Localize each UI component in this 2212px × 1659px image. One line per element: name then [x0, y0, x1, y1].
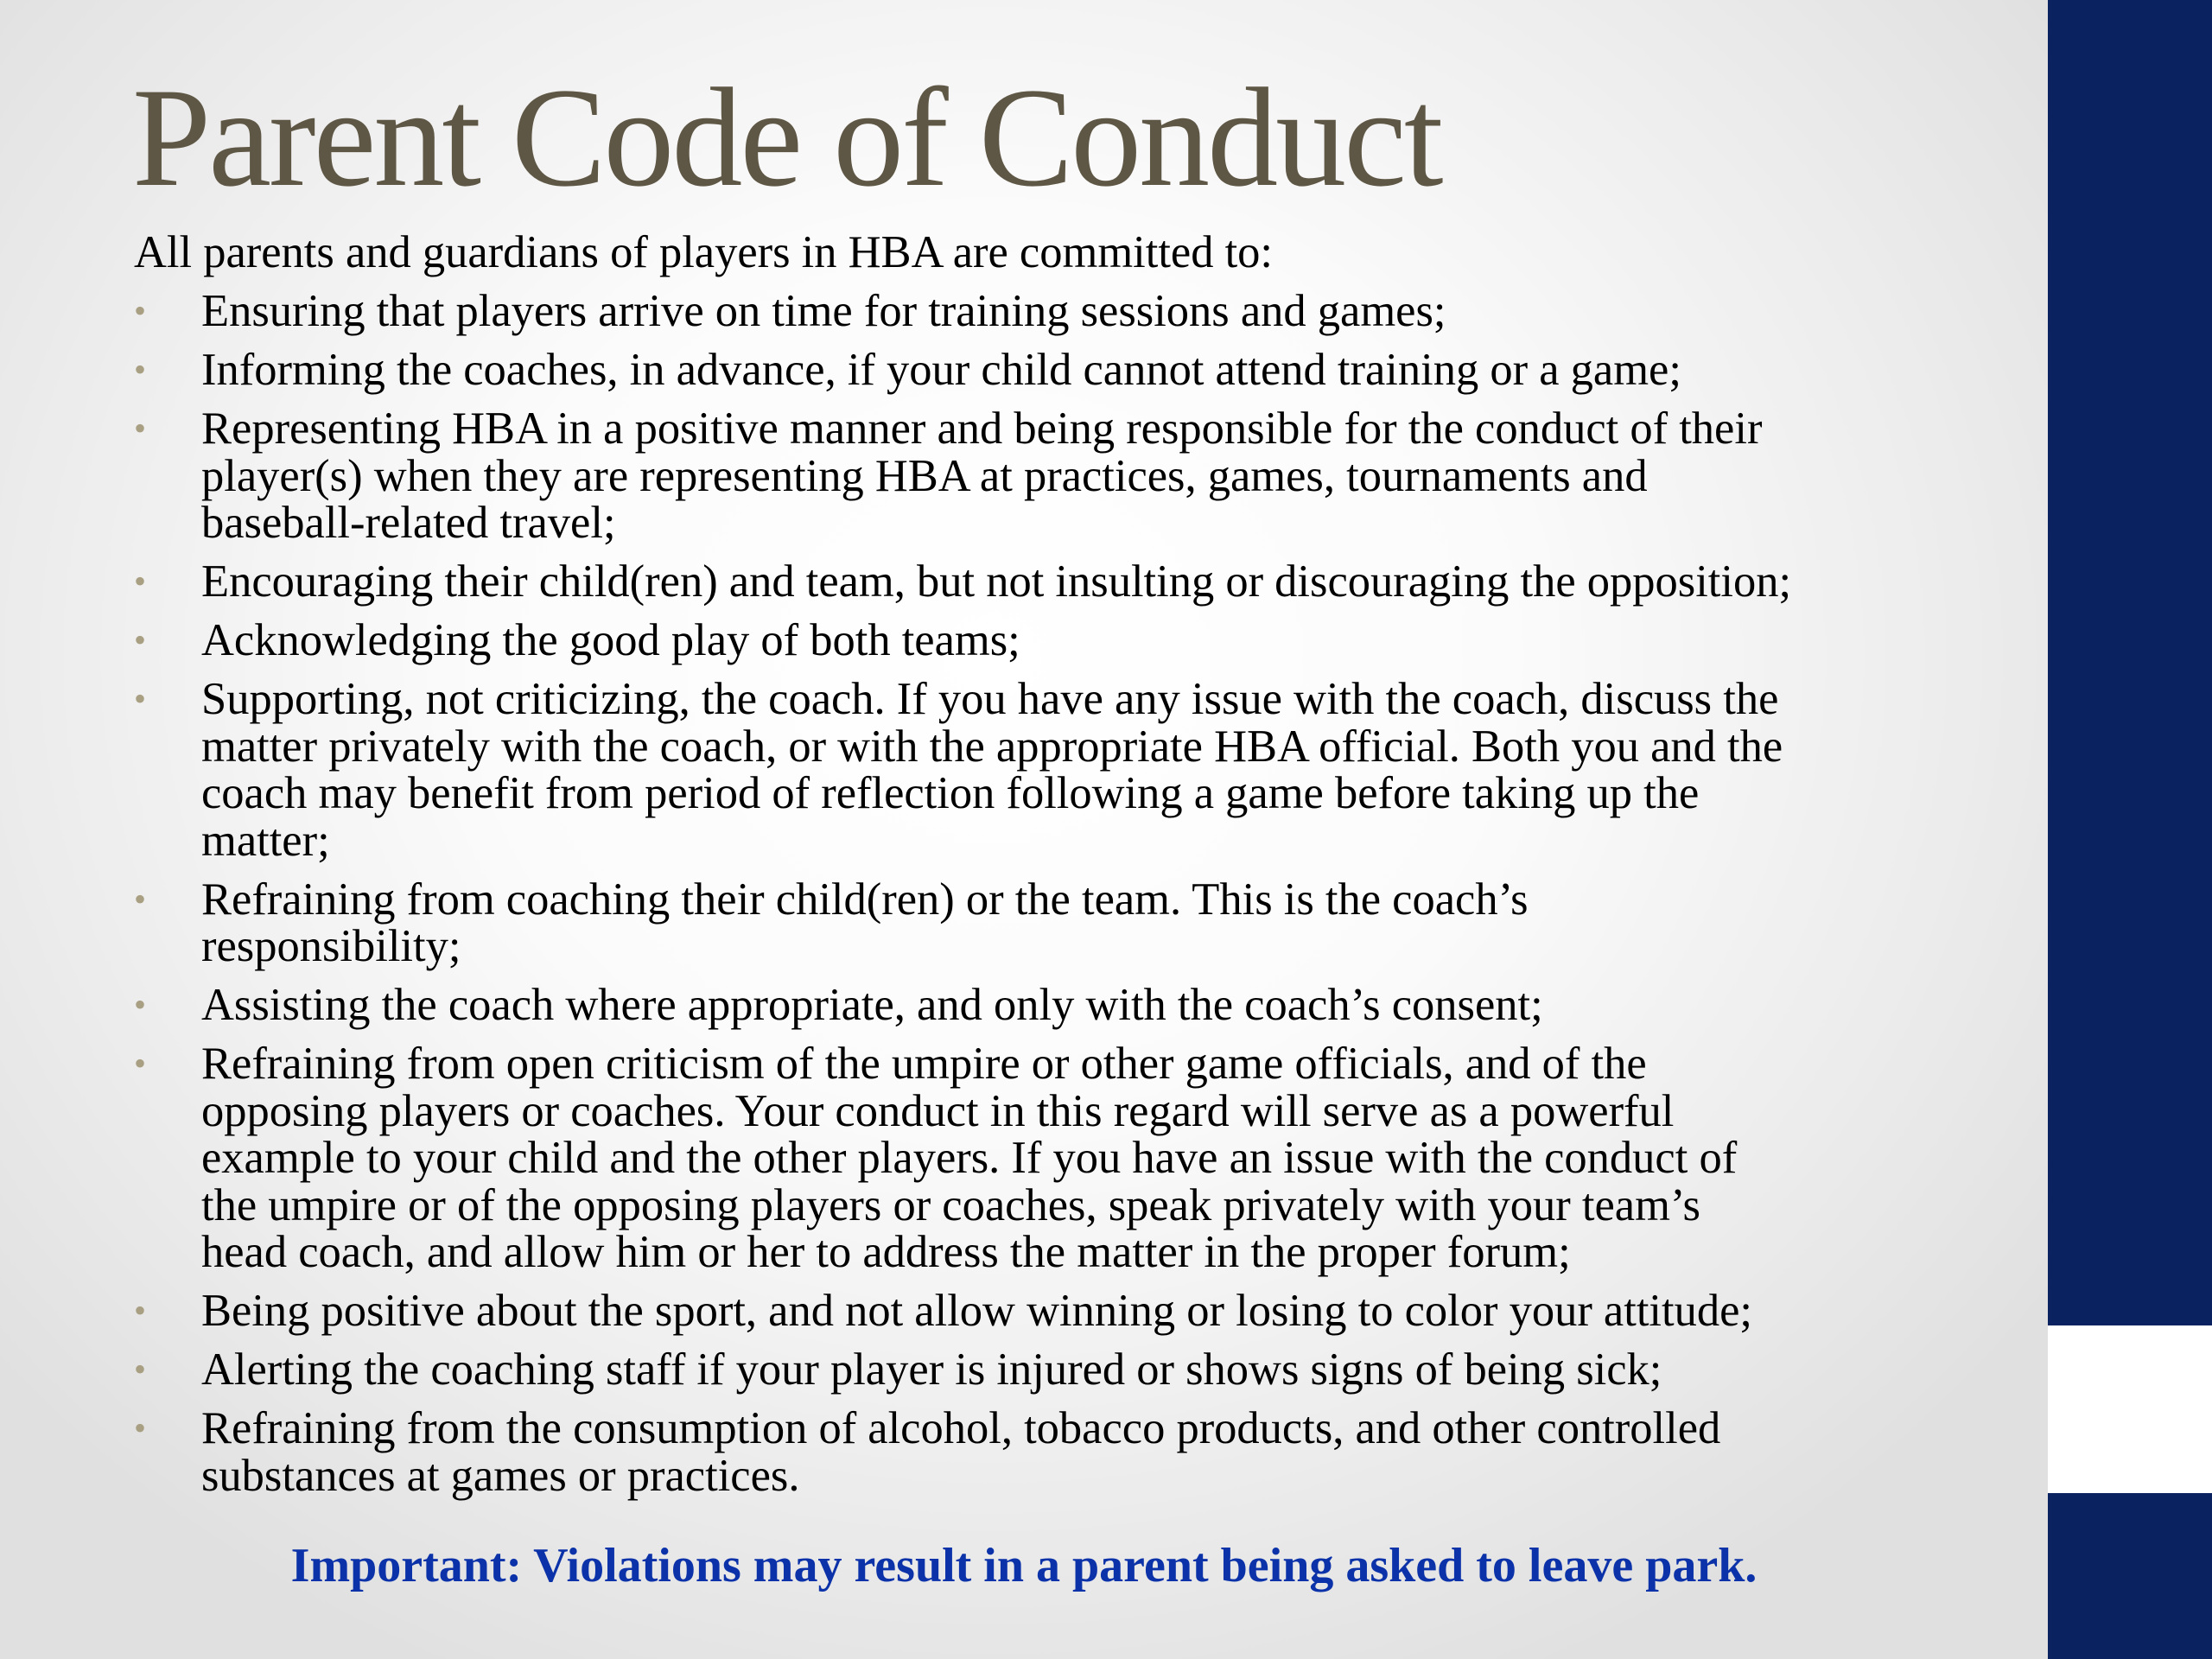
list-item — [134, 1346, 2044, 1394]
bullet-dot-icon: • — [134, 1350, 147, 1389]
bullet-dot-icon: • — [134, 1044, 147, 1083]
bullet-dot-icon: • — [134, 350, 147, 389]
list-item-line: Ensuring that players arrive on time for training sessions and games; — [201, 286, 1446, 336]
bullet-dot-icon: • — [134, 409, 147, 448]
list-item — [134, 405, 2044, 547]
conduct-list — [134, 288, 2044, 1499]
list-item-line: substances at games or practices. — [201, 1450, 800, 1501]
side-band-bottom — [2048, 1493, 2212, 1659]
list-item — [134, 288, 2044, 335]
list-item — [134, 982, 2044, 1029]
list-item-line: Refraining from coaching their child(ren) or the team. This is the coach’s — [201, 874, 1529, 925]
slide-title: Parent Code of Conduct — [132, 60, 1441, 216]
side-band-top — [2048, 0, 2212, 1325]
list-item-line: Refraining from open criticism of the umpire or other game officials, and of the — [201, 1039, 1647, 1089]
important-notice: Important: Violations may result in a parent being asked to leave park. — [290, 1539, 1758, 1592]
list-item-line: Refraining from the consumption of alcohol, tobacco products, and other controlled — [201, 1403, 1721, 1453]
bullet-dot-icon: • — [134, 985, 147, 1024]
list-item — [134, 1287, 2044, 1335]
list-item — [134, 346, 2044, 394]
list-item-line: Informing the coaches, in advance, if your child cannot attend training or a game; — [201, 345, 1681, 395]
list-item-line: responsibility; — [201, 921, 461, 971]
slide-body — [134, 226, 2044, 1511]
list-item — [134, 1405, 2044, 1499]
list-item — [134, 1040, 2044, 1276]
list-item-line: Acknowledging the good play of both teams; — [201, 615, 1020, 665]
list-item — [134, 676, 2044, 864]
list-item-line: Assisting the coach where appropriate, and only with the coach’s consent; — [201, 980, 1543, 1030]
bullet-dot-icon: • — [134, 679, 147, 718]
bullet-dot-icon: • — [134, 1291, 147, 1330]
list-item-line: matter privately with the coach, or with the appropriate HBA official. Both you and the — [201, 721, 1783, 772]
bullet-dot-icon: • — [134, 562, 147, 601]
bullet-dot-icon: • — [134, 291, 147, 330]
list-item-line: opposing players or coaches. Your conduct in this regard will serve as a powerful — [201, 1085, 1675, 1136]
intro-text: All parents and guardians of players in HBA are committed to: — [134, 227, 1274, 277]
bullet-dot-icon: • — [134, 620, 147, 659]
list-item-line: the umpire or of the opposing players or coaches, speak privately with your team’s — [201, 1179, 1700, 1230]
list-item — [134, 876, 2044, 970]
side-band-white-gap — [2048, 1325, 2212, 1493]
list-item-line: Supporting, not criticizing, the coach. If you have any issue with the coach, discuss the — [201, 674, 1779, 724]
list-item — [134, 617, 2044, 664]
list-item-line: Alerting the coaching staff if your player is injured or shows signs of being sick; — [201, 1344, 1662, 1395]
list-item-line: example to your child and the other players. If you have an issue with the conduct of — [201, 1133, 1738, 1183]
list-item — [134, 558, 2044, 606]
list-item-line: Representing HBA in a positive manner and being responsible for the conduct of their — [201, 404, 1763, 454]
list-item-line: head coach, and allow him or her to address the matter in the proper forum; — [201, 1227, 1571, 1277]
bullet-dot-icon: • — [134, 879, 147, 918]
list-item-line: Being positive about the sport, and not allow winning or losing to color your attitude; — [201, 1286, 1752, 1336]
list-item-line: Encouraging their child(ren) and team, but not insulting or discouraging the opposition; — [201, 556, 1792, 607]
list-item-line: coach may benefit from period of reflection following a game before taking up the — [201, 768, 1700, 818]
list-item-line: baseball-related travel; — [201, 498, 616, 548]
list-item-line: player(s) when they are representing HBA at practices, games, tournaments and — [201, 450, 1648, 501]
list-item-line: matter; — [201, 815, 330, 866]
bullet-dot-icon: • — [134, 1408, 147, 1447]
